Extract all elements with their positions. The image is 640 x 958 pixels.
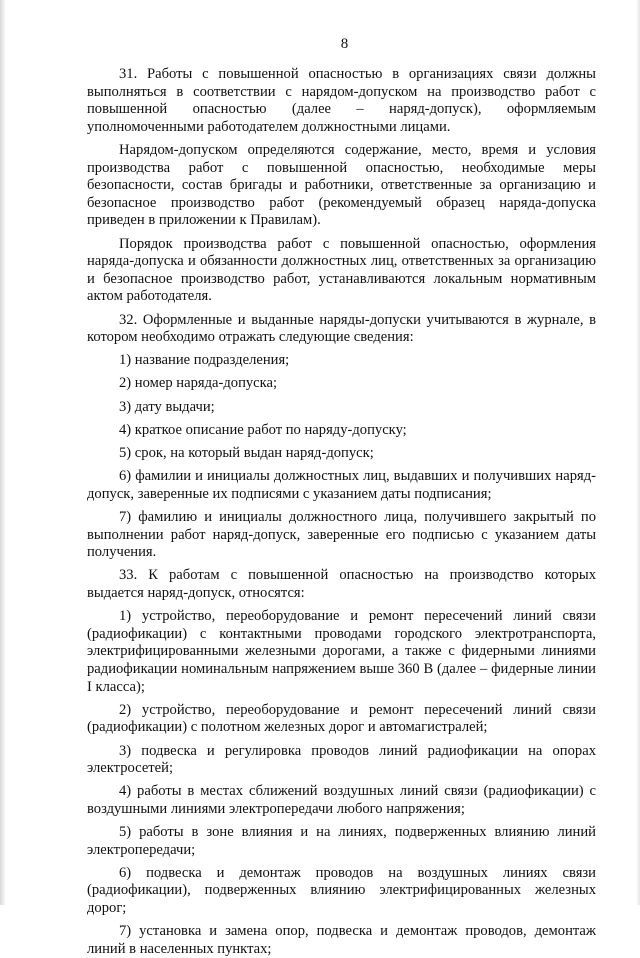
scan-edge-right [636,0,640,905]
list-item: 5) работы в зоне влияния и на линиях, подверженных влиянию линий электропередачи; [87,824,596,858]
list-item: 7) фамилию и инициалы должностного лица, получившего закрытый по выполнении работ наряд-допуск, заверенные его подписью с указанием даты получения. [87,509,596,561]
paragraph-permit-procedure: Порядок производства работ с повышенной опасностью, оформления наряда-допуска и обязанности должностных лиц, ответственных за организацию и безопасное производство работ, устанавливаются локальным нормативным актом работодателя. [87,235,596,305]
list-item: 6) фамилии и инициалы должностных лиц, выдавших и получивших наряд-допуск, заверенные их подписями с указанием даты подписания; [87,468,596,502]
list-item: 6) подвеска и демонтаж проводов на воздушных линиях связи (радиофикации), подверженных влиянию электрифицированных железных дорог; [87,864,596,917]
page-number: 8 [340,36,349,52]
list-item: 3) подвеска и регулировка проводов линий радиофикации на опорах электросетей; [87,742,596,777]
list-item: 3) дату выдачи; [119,398,215,415]
paragraph-32: 32. Оформленные и выданные наряды-допуски учитываются в журнале, в котором необходимо отражать следующие сведения: [87,311,596,346]
list-item: 2) устройство, переоборудование и ремонт пересечений линий связи (радиофикации) с полотном железных дорог и автомагистралей; [87,701,596,736]
scan-edge-left [0,0,6,905]
paragraph-33: 33. К работам с повышенной опасностью на производство которых выдается наряд-допуск, относятся: [87,567,596,601]
journal-items-list [87,352,596,562]
work-items-list [87,608,596,958]
paragraph-31: 31. Работы с повышенной опасностью в организациях связи должны выполняться в соответствии с нарядом-допуском на производство работ с повышенной опасностью (далее – наряд-допуск), оформляемым уполномоченными работодателем должностными лицами. [87,66,596,135]
list-item: 1) название подразделения; [119,352,290,369]
paragraph-permit-definition: Нарядом-допуском определяются содержание, место, время и условия производства работ с повышенной опасностью, необходимые меры безопасности, состав бригады и работники, ответственные за организацию и безопасное производство работ (рекомендуемый образец наряда-допуска приведен в приложении к Правилам). [87,141,596,229]
list-item: 7) установка и замена опор, подвеска и демонтаж проводов, демонтаж линий в населенных пунктах; [87,923,596,957]
list-item: 4) работы в местах сближений воздушных линий связи (радиофикации) с воздушными линиями электропередачи любого напряжения; [87,783,596,817]
list-item: 1) устройство, переоборудование и ремонт пересечений линий связи (радиофикации) с контактными проводами городского электротранспорта, электрифицированными железными дорогами, а также с фидерными линиями радиофикации номинальным напряжением выше 360 В (далее – фидерные линии I класса); [87,608,596,695]
list-item: 2) номер наряда-допуска; [119,375,278,392]
list-item: 4) краткое описание работ по наряду-допуску; [119,421,407,438]
list-item: 5) срок, на который выдан наряд-допуск; [119,445,374,462]
